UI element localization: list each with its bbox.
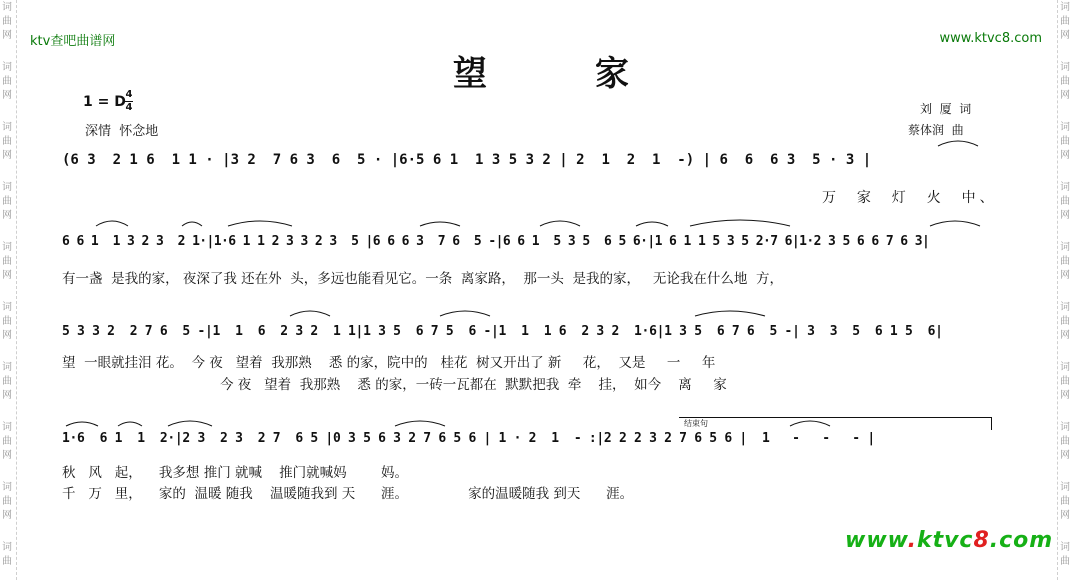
margin-char: 网 xyxy=(2,270,12,281)
margin-char: 曲 xyxy=(1060,76,1070,87)
slur xyxy=(96,221,128,226)
watermark-8: 8 xyxy=(973,528,990,553)
watermark-com: .com xyxy=(989,528,1054,553)
margin-char: 曲 xyxy=(2,136,12,147)
margin-char: 曲 xyxy=(2,196,12,207)
margin-char: 曲 xyxy=(2,316,12,327)
margin-char: 词 xyxy=(2,482,12,493)
margin-char: 词 xyxy=(1060,122,1070,133)
watermark-ktvc: ktvc xyxy=(916,528,974,553)
score-line-1-notes: (6 3 2 1 6 1 1 · |3 2 7 6 3 6 5 · |6·5 6 1 1 3 5 3 2 | 2 1 2 1 -) | 6 6 6 3 5 · 3 | xyxy=(62,152,872,168)
margin-char: 网 xyxy=(1060,270,1070,281)
margin-char: 曲 xyxy=(1060,16,1070,27)
left-margin-strip xyxy=(0,0,17,580)
slur xyxy=(930,221,980,226)
margin-char: 网 xyxy=(1060,210,1070,221)
score-line-2-lyrics: 有一盏 是我的家， 夜深了我 还在外 头，多远也能看见它。一条 离家路， 那一头 是我的家， 无论我在什么地 方， xyxy=(62,271,783,287)
score-line-4-lyrics-verse-1: 秋 风 起， 我多想 推门 就喊 推门就喊妈 妈。 xyxy=(62,465,408,481)
slur xyxy=(118,422,142,426)
slur xyxy=(182,222,202,226)
margin-char: 词 xyxy=(1060,2,1070,13)
margin-char: 曲 xyxy=(2,436,12,447)
margin-char: 词 xyxy=(1060,482,1070,493)
margin-char: 网 xyxy=(2,390,12,401)
margin-char: 词 xyxy=(2,542,12,553)
margin-char: 网 xyxy=(1060,150,1070,161)
tempo-marking: 深情 怀念地 xyxy=(85,124,159,139)
margin-char: 网 xyxy=(2,510,12,521)
margin-char: 词 xyxy=(1060,422,1070,433)
margin-char: 网 xyxy=(1060,510,1070,521)
margin-char: 网 xyxy=(1060,90,1070,101)
score-line-3-lyrics-verse-1: 望 一眼就挂泪 花。 今 夜 望着 我那熟 悉 的家，院中的 桂花 树又开出了 新 花， 又是 一 年 xyxy=(62,355,716,371)
margin-char: 网 xyxy=(2,30,12,41)
key-signature: 1 = D xyxy=(83,94,126,110)
slur xyxy=(695,311,765,316)
margin-char: 曲 xyxy=(1060,376,1070,387)
margin-char: 词 xyxy=(1060,362,1070,373)
time-signature xyxy=(125,90,133,113)
score-line-4-notes: 1·6 6 1 1 2·|2 3 2 3 2 7 6 5 |0 3 5 6 3 2 7 6 5 6 | 1 · 2 1 - :|2 2 2 3 2 7 6 5 6 | 1 - - - | xyxy=(62,431,875,446)
site-link-left[interactable]: ktv查吧曲谱网 xyxy=(30,34,116,49)
slur xyxy=(636,222,668,226)
site-link-right[interactable]: www.ktvc8.com xyxy=(939,31,1042,46)
slur xyxy=(168,421,212,426)
margin-char: 曲 xyxy=(2,16,12,27)
margin-char: 词 xyxy=(2,362,12,373)
margin-char: 网 xyxy=(2,150,12,161)
margin-char: 曲 xyxy=(2,76,12,87)
song-title: 望 家 xyxy=(453,54,677,94)
slur xyxy=(66,422,98,426)
ending-bracket xyxy=(679,417,992,432)
score-line-3-lyrics-verse-2: 今 夜 望着 我那熟 悉 的家，一砖一瓦都在 默默把我 牵 挂， 如今 离 家 xyxy=(220,377,727,393)
margin-char: 网 xyxy=(1060,450,1070,461)
margin-char: 曲 xyxy=(1060,136,1070,147)
margin-char: 词 xyxy=(2,302,12,313)
margin-char: 曲 xyxy=(1060,496,1070,507)
slur xyxy=(690,220,790,226)
lyricist-credit: 刘 厦 词 xyxy=(920,102,972,116)
margin-char: 曲 xyxy=(1060,556,1070,567)
margin-char: 词 xyxy=(2,242,12,253)
margin-char: 网 xyxy=(2,90,12,101)
margin-char: 曲 xyxy=(2,496,12,507)
margin-char: 曲 xyxy=(1060,316,1070,327)
margin-char: 词 xyxy=(1060,182,1070,193)
margin-char: 词 xyxy=(2,122,12,133)
slur xyxy=(290,311,330,316)
margin-char: 网 xyxy=(1060,390,1070,401)
time-signature-bottom: 4 xyxy=(125,102,133,113)
right-margin-strip xyxy=(1057,0,1074,580)
margin-char: 曲 xyxy=(1060,196,1070,207)
margin-char: 曲 xyxy=(2,556,12,567)
watermark-dot: . xyxy=(907,528,917,553)
margin-char: 词 xyxy=(2,182,12,193)
slur xyxy=(228,221,292,226)
margin-char: 曲 xyxy=(2,256,12,267)
slur xyxy=(540,221,580,226)
margin-char: 词 xyxy=(1060,62,1070,73)
slur xyxy=(440,311,490,316)
margin-char: 网 xyxy=(2,450,12,461)
slur xyxy=(420,222,460,226)
composer-credit: 蔡体润 曲 xyxy=(908,123,964,137)
score-line-4-lyrics-verse-2: 千 万 里， 家的 温暖 随我 温暖随我到 天 涯。 家的温暖随我 到天 涯。 xyxy=(62,486,634,502)
margin-char: 曲 xyxy=(1060,256,1070,267)
slur xyxy=(395,421,445,426)
score-line-3-notes: 5 3 3 2 2 7 6 5 -|1 1 6 2 3 2 1 1|1 3 5 6 7 5 6 -|1 1 1 6 2 3 2 1·6|1 3 5 6 7 6 5 -| 3 3 5 6 1 5 6| xyxy=(62,324,943,339)
margin-char: 网 xyxy=(1060,330,1070,341)
score-line-2-notes: 6 6 1 1 3 2 3 2 1·|1·6 1 1 2 3 3 2 3 5 |6 6 6 3 7 6 5 -|6 6 1 5 3 5 6 5 6·|1 6 1 1 5 3 5 2·7 6|1·2 3 5 6 6 7 6 3| xyxy=(62,234,930,249)
margin-char: 词 xyxy=(1060,242,1070,253)
margin-char: 曲 xyxy=(1060,436,1070,447)
margin-char: 网 xyxy=(2,330,12,341)
margin-char: 词 xyxy=(1060,542,1070,553)
time-signature-top: 4 xyxy=(125,89,133,100)
margin-char: 曲 xyxy=(2,376,12,387)
margin-char: 词 xyxy=(2,62,12,73)
site-watermark xyxy=(845,528,1053,553)
margin-char: 网 xyxy=(1060,30,1070,41)
slur xyxy=(938,141,978,146)
watermark-www: www xyxy=(845,528,908,553)
margin-char: 词 xyxy=(2,422,12,433)
margin-char: 词 xyxy=(2,2,12,13)
score-line-1-lyrics: 万 家 灯 火 中、 xyxy=(822,190,998,206)
margin-char: 词 xyxy=(1060,302,1070,313)
margin-char: 网 xyxy=(2,210,12,221)
ending-label: 结束句 xyxy=(684,419,708,428)
